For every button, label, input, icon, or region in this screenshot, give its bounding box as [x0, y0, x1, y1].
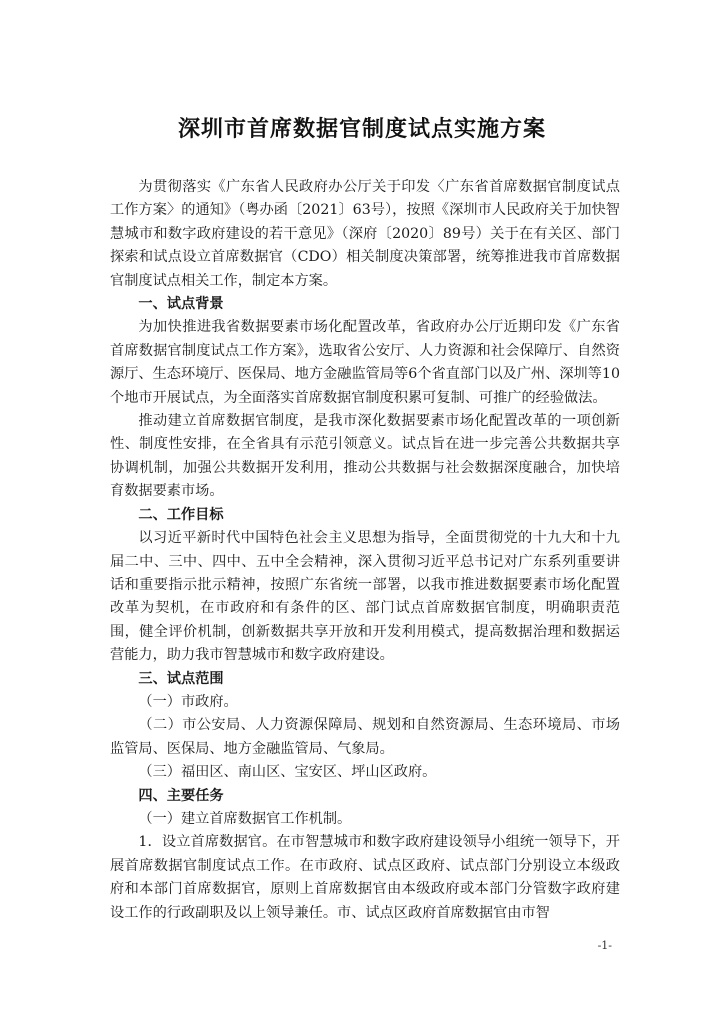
document-title: 深圳市首席数据官制度试点实施方案 — [177, 117, 546, 142]
intro-paragraph: 为贯彻落实《广东省人民政府办公厅关于印发〈广东省首席数据官制度试点工作方案〉的通知》（粤办函〔2021〕63号），按照《深圳市人民政府关于加快智慧城市和数字政府建设的若干意见》（深府〔2020〕89号）关于在有关区、部门探索和试点设立首席数据官（CDO）相关制度决策部署，统筹推进我市首席数据官制度试点相关工作，制定本方案。 — [110, 179, 620, 289]
section-heading-background: 一、试点背景 — [138, 296, 224, 313]
section-heading-goals: 二、工作目标 — [138, 506, 224, 523]
paragraph: （一）建立首席数据官工作机制。 — [138, 810, 352, 827]
section-heading-tasks: 四、主要任务 — [138, 787, 224, 804]
paragraph: 以习近平新时代中国特色社会主义思想为指导，全面贯彻党的十九大和十九届二中、三中、四中、五中全会精神，深入贯彻习近平总书记对广东系列重要讲话和重要指示批示精神，按照广东省统一部署，以我市推进数据要素市场化配置改革为契机，在市政府和有条件的区、部门试点首席数据官制度，明确职责范围，健全评价机制，创新数据共享开放和开发利用模式，提高数据治理和数据运营能力，助力我市智慧城市和数字政府建设。 — [110, 530, 620, 664]
paragraph: （三）福田区、南山区、宝安区、坪山区政府。 — [138, 764, 437, 781]
paragraph: 推动建立首席数据官制度，是我市深化数据要素市场化配置改革的一项创新性、制度性安排，在全省具有示范引领意义。试点旨在进一步完善公共数据共享协调机制，加强公共数据开发利用，推动公共数据与社会数据深度融合，加快培育数据要素市场。 — [110, 413, 620, 500]
section-heading-scope: 三、试点范围 — [138, 670, 224, 687]
page-number: -1- — [597, 939, 612, 952]
paragraph: （一）市政府。 — [138, 693, 238, 710]
paragraph: 1．设立首席数据官。在市智慧城市和数字政府建设领导小组统一领导下，开展首席数据官制度试点工作。在市政府、试点区政府、试点部门分别设立本级政府和本部门首席数据官，原则上首席数据官由本级政府或本部门分管数字政府建设工作的行政副职及以上领导兼任。市、试点区政府首席数据官由市智 — [110, 834, 620, 921]
document-body — [110, 176, 620, 925]
paragraph: 为加快推进我省数据要素市场化配置改革，省政府办公厅近期印发《广东省首席数据官制度试点工作方案》，选取省公安厅、人力资源和社会保障厅、自然资源厅、生态环境厅、医保局、地方金融监管局等6个省直部门以及广州、深圳等10个地市开展试点，为全面落实首席数据官制度积累可复制、可推广的经验做法。 — [110, 319, 620, 406]
paragraph: （二）市公安局、人力资源保障局、规划和自然资源局、生态环境局、市场监管局、医保局、地方金融监管局、气象局。 — [110, 717, 620, 757]
